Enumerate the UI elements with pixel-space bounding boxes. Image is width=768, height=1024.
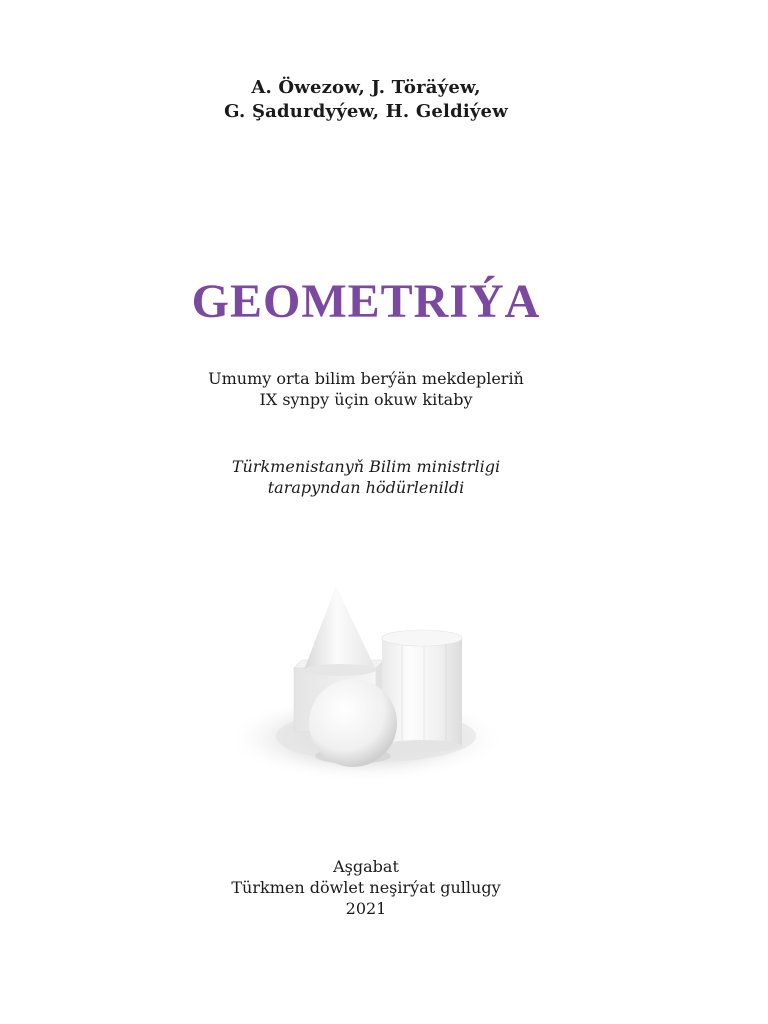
approval-line-2: tarapyndan hödürlenildi bbox=[267, 478, 465, 497]
approval-note bbox=[0, 456, 732, 498]
geometric-solids-illustration bbox=[226, 578, 516, 788]
approval-line-1: Türkmenistanyň Bilim ministrligi bbox=[231, 457, 501, 476]
imprint bbox=[0, 856, 732, 919]
cone-shape bbox=[304, 586, 376, 676]
sphere-shape bbox=[309, 679, 397, 767]
subtitle-line-2: IX synpy üçin okuw kitaby bbox=[259, 390, 473, 409]
authors-line-1: A. Öwezow, J. Töräýew, bbox=[251, 77, 481, 98]
imprint-publisher: Türkmen döwlet neşirýat gullugy bbox=[231, 878, 501, 897]
subtitle-line-1: Umumy orta bilim berýän mekdepleriň bbox=[208, 369, 524, 388]
book-subtitle bbox=[0, 368, 732, 410]
imprint-city: Aşgabat bbox=[333, 857, 399, 876]
authors bbox=[0, 76, 732, 124]
imprint-year: 2021 bbox=[345, 899, 387, 918]
authors-line-2: G. Şadurdyýew, H. Geldiýew bbox=[224, 101, 508, 122]
book-title: GEOMETRIÝA bbox=[191, 275, 541, 328]
